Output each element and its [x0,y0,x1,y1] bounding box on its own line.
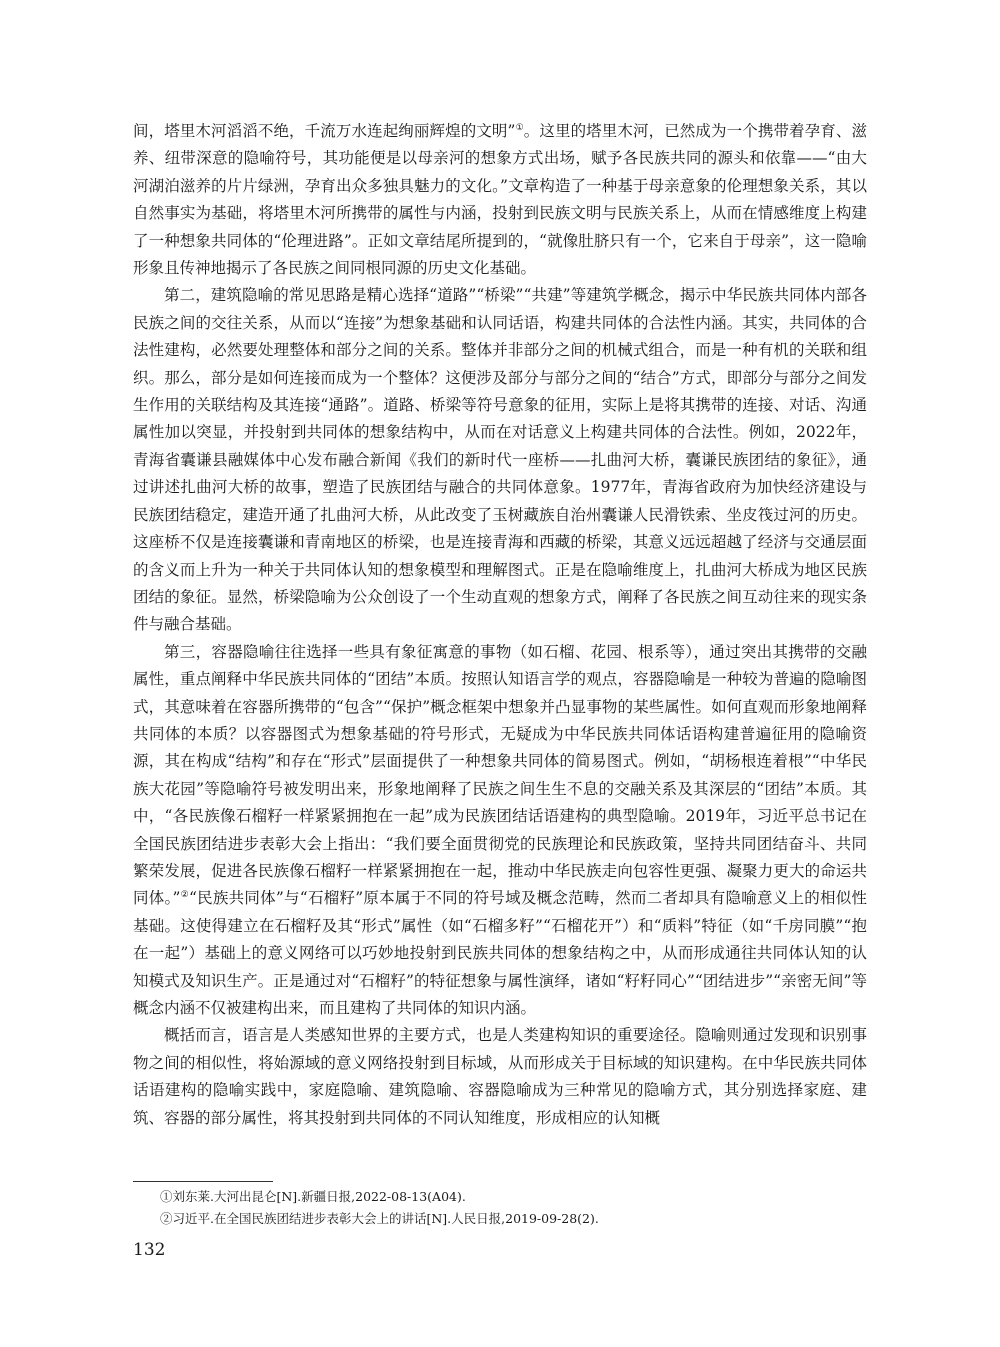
paragraph-4 [133,1022,867,1132]
footnote-divider [133,1181,273,1182]
paragraph-3 [133,639,867,1023]
footnote-1: ①刘东莱.大河出昆仑[N].新疆日报,2022-08-13(A04). [160,1189,466,1204]
paragraph-1-tail: 。这里的塔里木河，已然成为一个携带着孕育、滋养、纽带深意的隐喻符号，其功能便是以母亲河的想象方式出场，赋予各民族共同的源头和依靠——“由大河湖泊滋养的片片绿洲，孕育出众多独具魅力的文化。”文章构造了一种基于母亲意象的伦理想象关系，其以自然事实为基础，将塔里木河所携带的属性与内涵，投射到民族文明与民族关系上，从而在情感维度上构建了一种想象共同体的“伦理进路”。正如文章结尾所提到的，“就像肚脐只有一个，它来自于母亲”，这一隐喻形象且传神地揭示了各民族之间同根同源的历史文化基础。 [133,122,867,278]
page-number: 132 [133,1240,166,1260]
paragraph-3-tail: “民族共同体”与“石榴籽”原本属于不同的符号域及概念范畴，然而二者却具有隐喻意义上的相似性基础。这使得建立在石榴籽及其“形式”属性（如“石榴多籽”“石榴花开”）和“质料”特征（如“千房同膜”“抱在一起”）基础上的意义网络可以巧妙地投射到民族共同体的想象结构之中，从而形成通往共同体认知的认知模式及知识生产。正是通过对“石榴籽”的特征想象与属性演绎，诸如“籽籽同心”“团结进步”“亲密无间”等概念内涵不仅被建构出来，而且建构了共同体的知识内涵。 [133,889,867,1017]
paragraph-2-text: 第二，建筑隐喻的常见思路是精心选择“道路”“桥梁”“共建”等建筑学概念，揭示中华民族共同体内部各民族之间的交往关系，从而以“连接”为想象基础和认同话语，构建共同体的合法性内涵。其实，共同体的合法性建构，必然要处理整体和部分之间的关系。整体并非部分之间的机械式组合，而是一种有机的关联和组织。那么，部分是如何连接而成为一个整体？这便涉及部分与部分之间的“结合”方式，即部分与部分之间发生作用的关联结构及其连接“通路”。道路、桥梁等符号意象的征用，实际上是将其携带的连接、对话、沟通属性加以突显，并投射到共同体的想象结构中，从而在对话意义上构建共同体的合法性。例如，2022年，青海省囊谦县融媒体中心发布融合新闻《我们的新时代一座桥——扎曲河大桥，囊谦民族团结的象征》，通过讲述扎曲河大桥的故事，塑造了民族团结与融合的共同体意象。1977年，青海省政府为加快经济建设与民族团结稳定，建造开通了扎曲河大桥，从此改变了玉树藏族自治州囊谦人民滑铁索、坐皮筏过河的历史。这座桥不仅是连接囊谦和青南地区的桥梁，也是连接青海和西藏的桥梁，其意义远远超越了经济与交通层面的含义而上升为一种关于共同体认知的想象模型和理解图式。正是在隐喻维度上，扎曲河大桥成为地区民族团结的象征。显然，桥梁隐喻为公众创设了一个生动直观的想象方式，阐释了各民族之间互动往来的现实条件与融合基础。 [133,286,867,634]
footnote-ref-2: ② [180,890,189,901]
paragraph-4-text: 概括而言，语言是人类感知世界的主要方式，也是人类建构知识的重要途径。隐喻则通过发现和识别事物之间的相似性，将始源域的意义网络投射到目标域，从而形成关于目标域的知识建构。在中华民族共同体话语建构的隐喻实践中，家庭隐喻、建筑隐喻、容器隐喻成为三种常见的隐喻方式，其分别选择家庭、建筑、容器的部分属性，将其投射到共同体的不同认知维度，形成相应的认知概 [133,1026,867,1127]
paragraph-1 [133,118,867,282]
footnotes [160,1186,860,1230]
body-text [133,118,867,1132]
footnote-ref-1: ① [515,122,524,133]
paragraph-3-text: 第三，容器隐喻往往选择一些具有象征寓意的事物（如石榴、花园、根系等），通过突出其携带的交融属性，重点阐释中华民族共同体的“团结”本质。按照认知语言学的观点，容器隐喻是一种较为普遍的隐喻图式，其意味着在容器所携带的“包含”“保护”概念框架中想象并凸显事物的某些属性。如何直观而形象地阐释共同体的本质？以容器图式为想象基础的符号形式，无疑成为中华民族共同体话语构建普遍征用的隐喻资源，其在构成“结构”和存在“形式”层面提供了一种想象共同体的简易图式。例如，“胡杨根连着根”“中华民族大花园”等隐喻符号被发明出来，形象地阐释了民族之间生生不息的交融关系及其深层的“团结”本质。其中，“各民族像石榴籽一样紧紧拥抱在一起”成为民族团结话语建构的典型隐喻。2019年，习近平总书记在全国民族团结进步表彰大会上指出：“我们要全面贯彻党的民族理论和民族政策，坚持共同团结奋斗、共同繁荣发展，促进各民族像石榴籽一样紧紧拥抱在一起，推动中华民族走向包容性更强、凝聚力更大的命运共同体。” [133,642,867,908]
paragraph-2 [133,282,867,638]
footnote-2: ②习近平.在全国民族团结进步表彰大会上的讲话[N].人民日报,2019-09-28(2). [160,1211,599,1226]
paragraph-1-text: 间，塔里木河滔滔不绝，千流万水连起绚丽辉煌的文明” [133,122,516,140]
